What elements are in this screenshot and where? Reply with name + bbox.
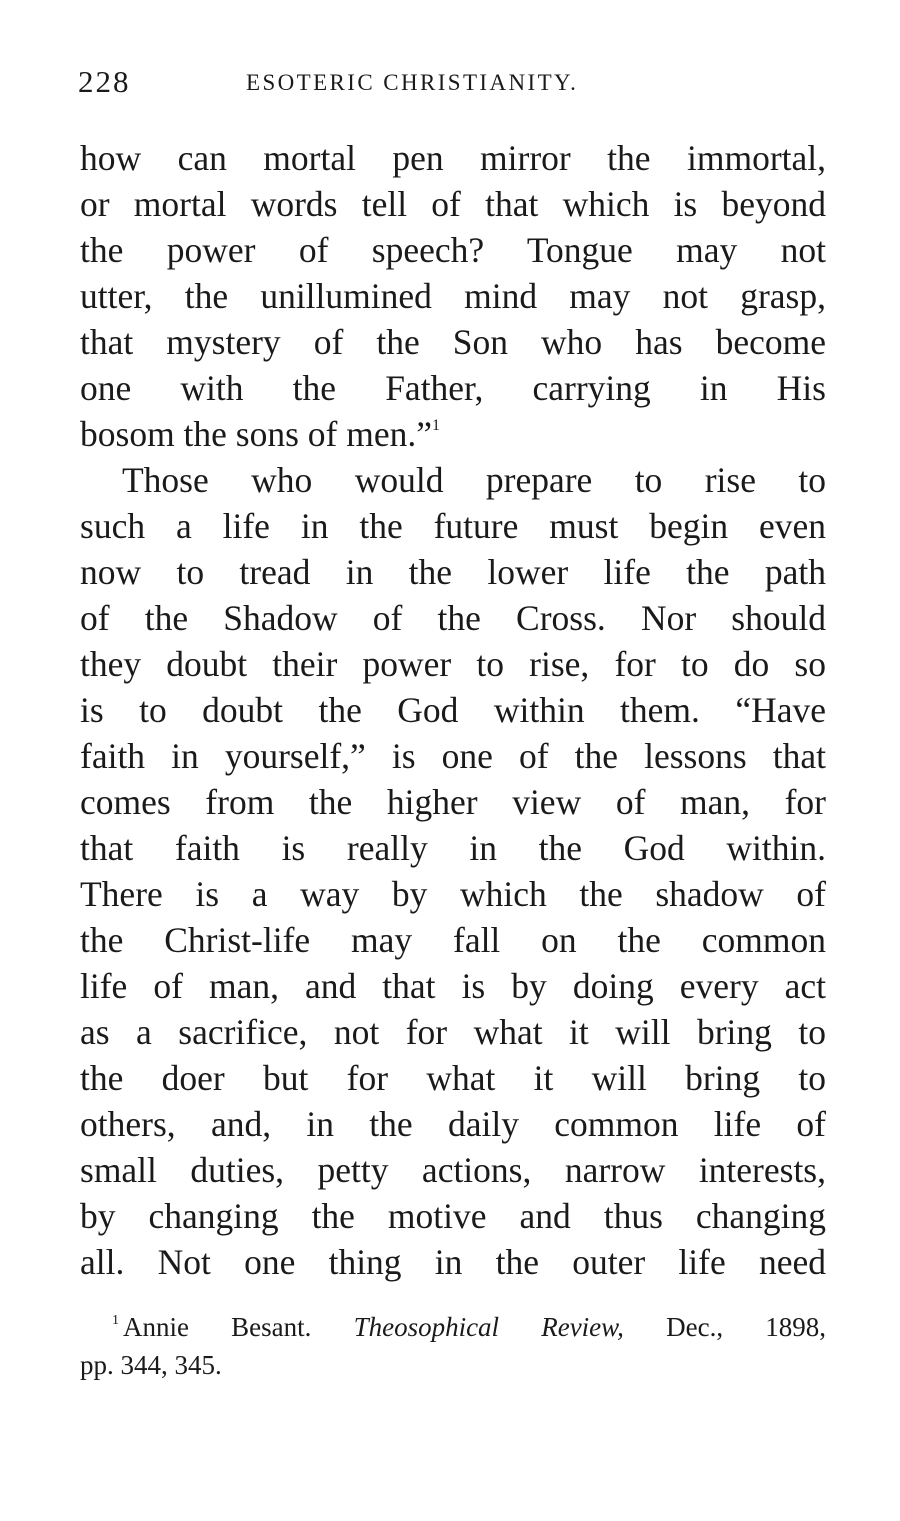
footnote-date: Dec., 1898, [666, 1312, 826, 1342]
footnote-reference[interactable]: 1 [432, 417, 441, 434]
text-line: of the Shadow of the Cross. Nor should [80, 598, 826, 638]
footnote-journal: Theosophical Review, [353, 1312, 624, 1342]
body-text [80, 135, 826, 1285]
text-line: such a life in the future must begin even [80, 506, 826, 546]
text-line: faith in yourself,” is one of the lessons that [80, 736, 826, 776]
text-line: by changing the motive and thus changing [80, 1196, 826, 1236]
text-line: or mortal words tell of that which is beyond [80, 184, 826, 224]
text-line: life of man, and that is by doing every act [80, 966, 826, 1006]
text-line: they doubt their power to rise, for to do so [80, 644, 826, 684]
text-line-content: bosom the sons of men.” [80, 414, 433, 454]
text-line: the Christ-life may fall on the common [80, 920, 826, 960]
text-line: one with the Father, carrying in His [80, 368, 826, 408]
text-line: how can mortal pen mirror the immortal, [80, 138, 826, 178]
text-line: the doer but for what it will bring to [80, 1058, 826, 1098]
text-line: is to doubt the God within them. “Have [80, 690, 826, 730]
text-line: comes from the higher view of man, for [80, 782, 826, 822]
book-title: ESOTERIC CHRISTIANITY. [246, 70, 579, 95]
page-number: 228 [78, 64, 131, 99]
text-line: Those who would prepare to rise to [122, 460, 826, 500]
paragraph-last-line [80, 411, 826, 457]
running-head [78, 64, 828, 104]
text-line: There is a way by which the shadow of [80, 874, 826, 914]
footnote [80, 1308, 826, 1384]
footnote-author: Annie Besant. [123, 1312, 312, 1342]
footnote-marker: 1 [112, 1313, 119, 1328]
text-line: the power of speech? Tongue may not [80, 230, 826, 270]
text-line: that faith is really in the God within. [80, 828, 826, 868]
text-line: that mystery of the Son who has become [80, 322, 826, 362]
text-line: small duties, petty actions, narrow interests, [80, 1150, 826, 1190]
text-line: utter, the unillumined mind may not grasp, [80, 276, 826, 316]
text-line: as a sacrifice, not for what it will bring to [80, 1012, 826, 1052]
text-line: now to tread in the lower life the path [80, 552, 826, 592]
footnote-line [80, 1308, 826, 1346]
text-line: others, and, in the daily common life of [80, 1104, 826, 1144]
text-line: all. Not one thing in the outer life need [80, 1242, 826, 1282]
footnote-pages: pp. 344, 345. [80, 1350, 222, 1380]
